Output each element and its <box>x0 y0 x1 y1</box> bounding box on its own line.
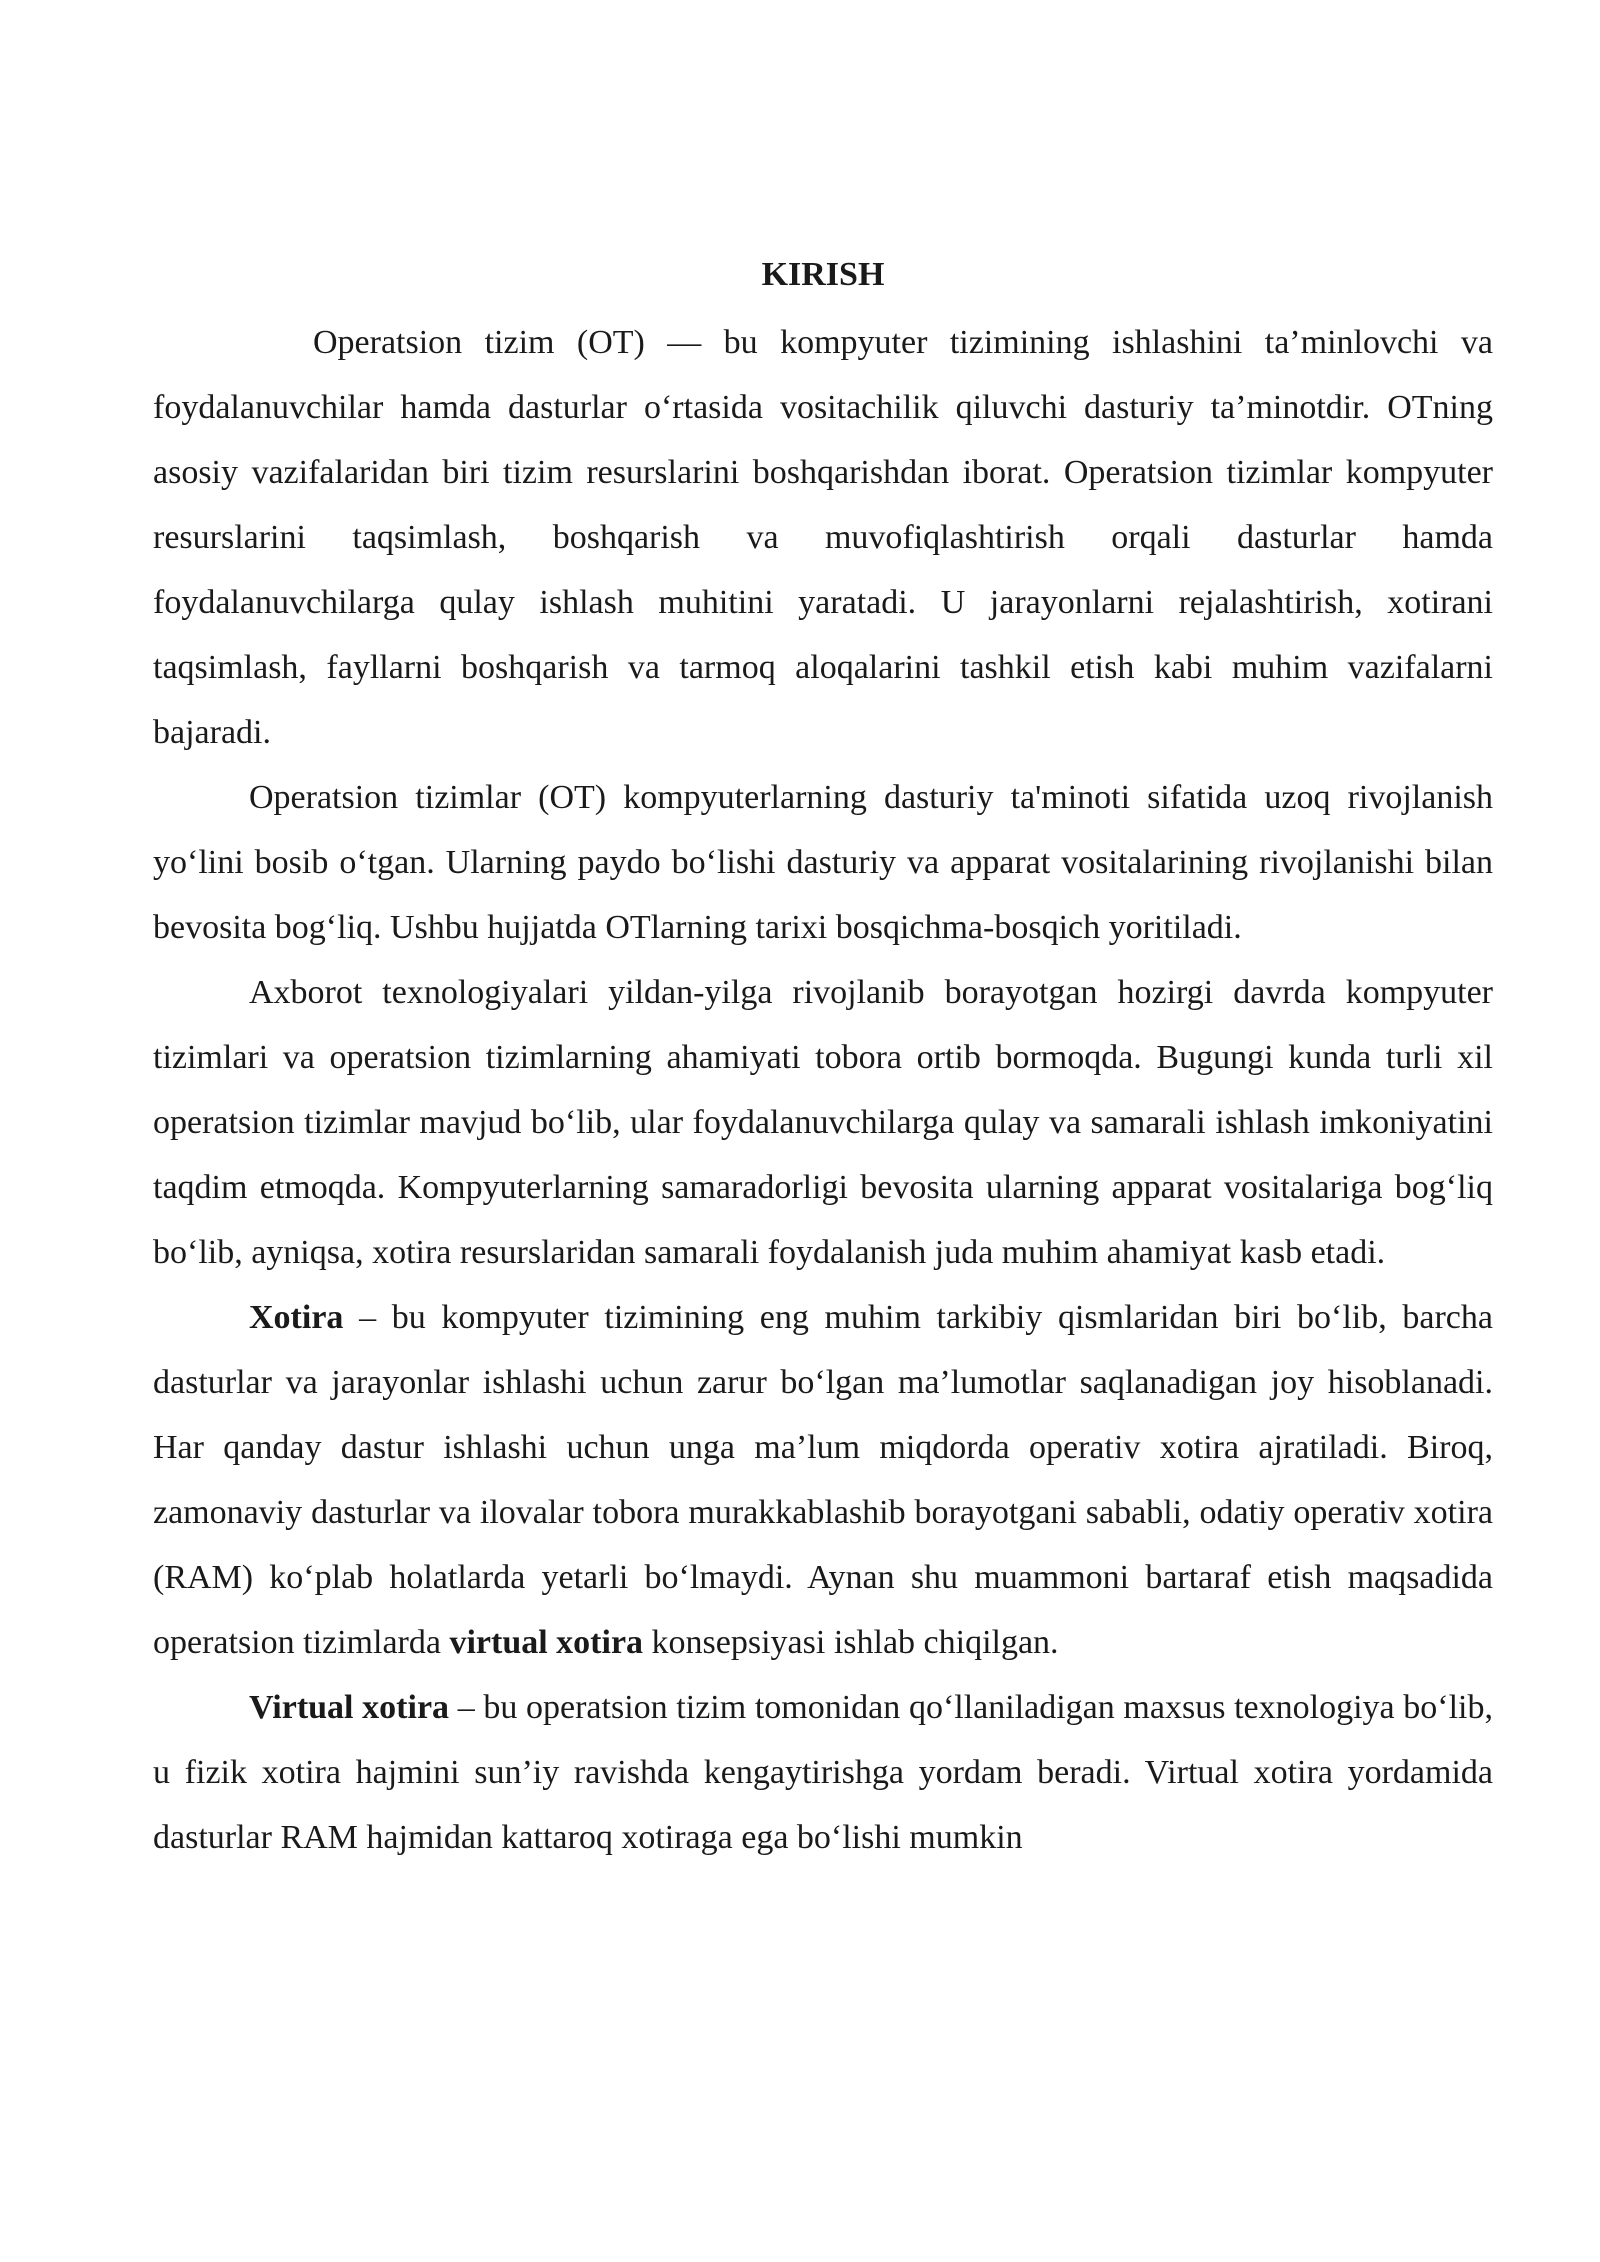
paragraph-intro <box>153 310 1493 765</box>
term-virtual-xotira: Virtual xotira <box>249 1689 450 1726</box>
paragraph-text: – bu kompyuter tizimining eng muhim tarkibiy qismlaridan biri bo‘lib, barcha dasturlar va jarayonlar ishlashi uchun zarur bo‘lgan ma’lumotlar saqlanadigan joy hisoblanadi. Har qanday dastur ishlashi uchun unga ma’lum miqdorda operativ xotira ajratiladi. Biroq, zamonaviy dasturlar va ilovalar tobora murakkablashib borayotgani sababli, odatiy operativ xotira (RAM) ko‘plab holatlarda yetarli bo‘lmaydi. Aynan shu muammoni bartaraf etish maqsadida operatsion tizimlarda <box>153 1299 1493 1661</box>
document-body <box>153 245 1493 1870</box>
term-virtual-xotira-inline: virtual xotira <box>449 1624 644 1661</box>
page-title: KIRISH <box>761 256 885 293</box>
paragraph-text: Axborot texnologiyalari yildan-yilga rivojlanib borayotgan hozirgi davrda kompyuter tizimlari va operatsion tizimlarning ahamiyati tobora ortib bormoqda. Bugungi kunda turli xil operatsion tizimlar mavjud bo‘lib, ular foydalanuvchilarga qulay va samarali ishlash imkoniyatini taqdim etmoqda. Kompyuterlarning samaradorligi bevosita ularning apparat vositalariga bog‘liq bo‘lib, ayniqsa, xotira resurslaridan samarali foydalanish juda muhim ahamiyat kasb etadi. <box>153 974 1493 1271</box>
paragraph-text: Operatsion tizimlar (OT) kompyuterlarning dasturiy ta'minoti sifatida uzoq rivojlanish yo‘lini bosib o‘tgan. Ularning paydo bo‘lishi dasturiy va apparat vositalarining rivojlanishi bilan bevosita bog‘liq. Ushbu hujjatda OTlarning tarixi bosqichma-bosqich yoritiladi. <box>153 779 1493 946</box>
paragraph-text: Operatsion tizim (OT) — bu kompyuter tizimining ishlashini ta’minlovchi va foydalanuvchilar hamda dasturlar o‘rtasida vositachilik qiluvchi dasturiy ta’minotdir. OTning asosiy vazifalaridan biri tizim resurslarini boshqarishdan iborat. Operatsion tizimlar kompyuter resurslarini taqsimlash, boshqarish va muvofiqlashtirish orqali dasturlar hamda foydalanuvchilarga qulay ishlash muhitini yaratadi. U jarayonlarni rejalashtirish, xotirani taqsimlash, fayllarni boshqarish va tarmoq aloqalarini tashkil etish kabi muhim vazifalarni bajaradi. <box>153 324 1493 751</box>
paragraph-history <box>153 765 1493 960</box>
term-xotira: Xotira <box>249 1299 344 1336</box>
paragraph-virtual-memory <box>153 1675 1493 1870</box>
paragraph-text: konsepsiyasi ishlab chiqilgan. <box>643 1624 1059 1661</box>
paragraph-it-context <box>153 960 1493 1285</box>
paragraph-text: – bu operatsion tizim tomonidan qo‘llaniladigan maxsus texnologiya bo‘lib, u fizik xotira hajmini sun’iy ravishda kengaytirishga yordam beradi. Virtual xotira yordamida dasturlar RAM hajmidan kattaroq xotiraga ega bo‘lishi mumkin <box>153 1689 1493 1856</box>
paragraph-memory <box>153 1285 1493 1675</box>
